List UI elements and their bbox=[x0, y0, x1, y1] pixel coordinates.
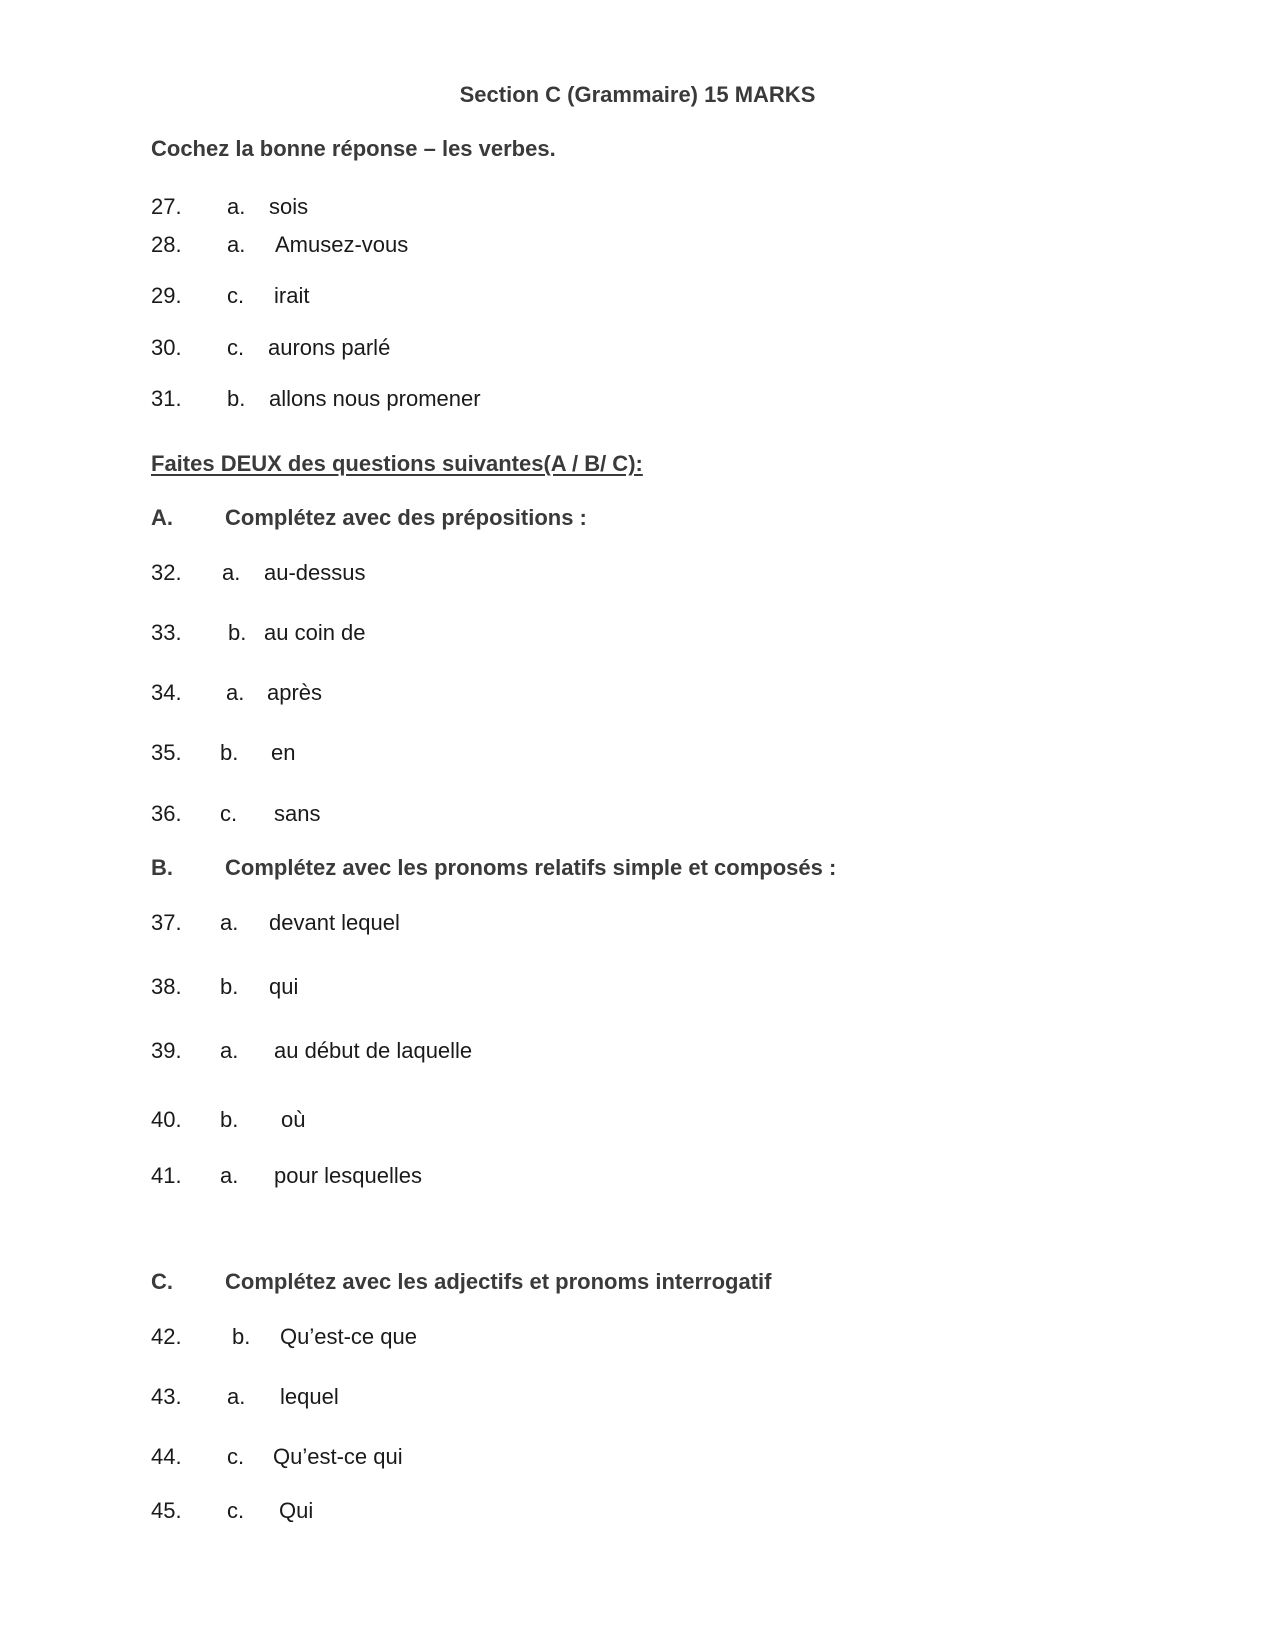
question-number: 34. bbox=[151, 680, 182, 705]
question-number: 44. bbox=[151, 1444, 182, 1469]
verbs-heading: Cochez la bonne réponse – les verbes. bbox=[151, 136, 556, 161]
answer-text: allons nous promener bbox=[269, 386, 481, 411]
answer-option: b. bbox=[232, 1324, 251, 1349]
answer-text: Qu’est-ce qui bbox=[273, 1444, 403, 1469]
question-number: 29. bbox=[151, 283, 182, 308]
answer-text: Qui bbox=[279, 1498, 314, 1523]
question-number: 35. bbox=[151, 740, 182, 765]
answer-option: b. bbox=[220, 1107, 239, 1132]
answer-option: a. bbox=[222, 560, 241, 585]
answer-text: Qu’est-ce que bbox=[280, 1324, 417, 1349]
question-number: 37. bbox=[151, 910, 182, 935]
question-number: 39. bbox=[151, 1038, 182, 1063]
answer-option: a. bbox=[220, 1163, 239, 1188]
question-number: 27. bbox=[151, 194, 182, 219]
answer-text: qui bbox=[269, 974, 299, 999]
answer-text: aurons parlé bbox=[268, 335, 391, 360]
section-letter: B. bbox=[151, 855, 173, 880]
answer-text: après bbox=[267, 680, 323, 705]
answer-text: sans bbox=[274, 801, 321, 826]
answer-option: a. bbox=[220, 910, 239, 935]
section-title: Complétez avec les adjectifs et pronoms interrogatif bbox=[225, 1269, 772, 1294]
answer-option: c. bbox=[227, 1444, 245, 1469]
answer-text: au coin de bbox=[264, 620, 366, 645]
answer-option: a. bbox=[227, 1384, 246, 1409]
answer-text: au-dessus bbox=[264, 560, 366, 585]
page-title: Section C (Grammaire) 15 MARKS bbox=[459, 82, 816, 107]
question-number: 45. bbox=[151, 1498, 182, 1523]
question-number: 31. bbox=[151, 386, 182, 411]
section-title: Complétez avec les pronoms relatifs simple et composés : bbox=[225, 855, 837, 880]
question-number: 40. bbox=[151, 1107, 182, 1132]
question-number: 38. bbox=[151, 974, 182, 999]
instruction-heading: Faites DEUX des questions suivantes(A / B/ C): bbox=[151, 451, 643, 476]
answer-text: devant lequel bbox=[269, 910, 400, 935]
question-number: 43. bbox=[151, 1384, 182, 1409]
section-letter: C. bbox=[151, 1269, 173, 1294]
answer-option: a. bbox=[220, 1038, 239, 1063]
answer-text: lequel bbox=[280, 1384, 339, 1409]
answer-option: b. bbox=[227, 386, 246, 411]
question-number: 36. bbox=[151, 801, 182, 826]
answer-text: en bbox=[271, 740, 296, 765]
question-number: 41. bbox=[151, 1163, 182, 1188]
answer-option: c. bbox=[227, 1498, 245, 1523]
answer-option: b. bbox=[228, 620, 247, 645]
answer-text: sois bbox=[269, 194, 309, 219]
question-number: 32. bbox=[151, 560, 182, 585]
answer-option: c. bbox=[220, 801, 238, 826]
section-title: Complétez avec des prépositions : bbox=[225, 505, 587, 530]
question-number: 28. bbox=[151, 232, 182, 257]
answer-option: a. bbox=[226, 680, 245, 705]
answer-text: où bbox=[281, 1107, 306, 1132]
answer-option: a. bbox=[227, 232, 246, 257]
answer-text: au début de laquelle bbox=[274, 1038, 473, 1063]
question-number: 30. bbox=[151, 335, 182, 360]
question-number: 33. bbox=[151, 620, 182, 645]
answer-option: c. bbox=[227, 335, 245, 360]
answer-text: Amusez-vous bbox=[275, 232, 409, 257]
answer-text: irait bbox=[274, 283, 310, 308]
question-number: 42. bbox=[151, 1324, 182, 1349]
answer-option: c. bbox=[227, 283, 245, 308]
answer-text: pour lesquelles bbox=[274, 1163, 422, 1188]
answer-option: b. bbox=[220, 740, 239, 765]
section-letter: A. bbox=[151, 505, 173, 530]
answer-option: a. bbox=[227, 194, 246, 219]
answer-option: b. bbox=[220, 974, 239, 999]
